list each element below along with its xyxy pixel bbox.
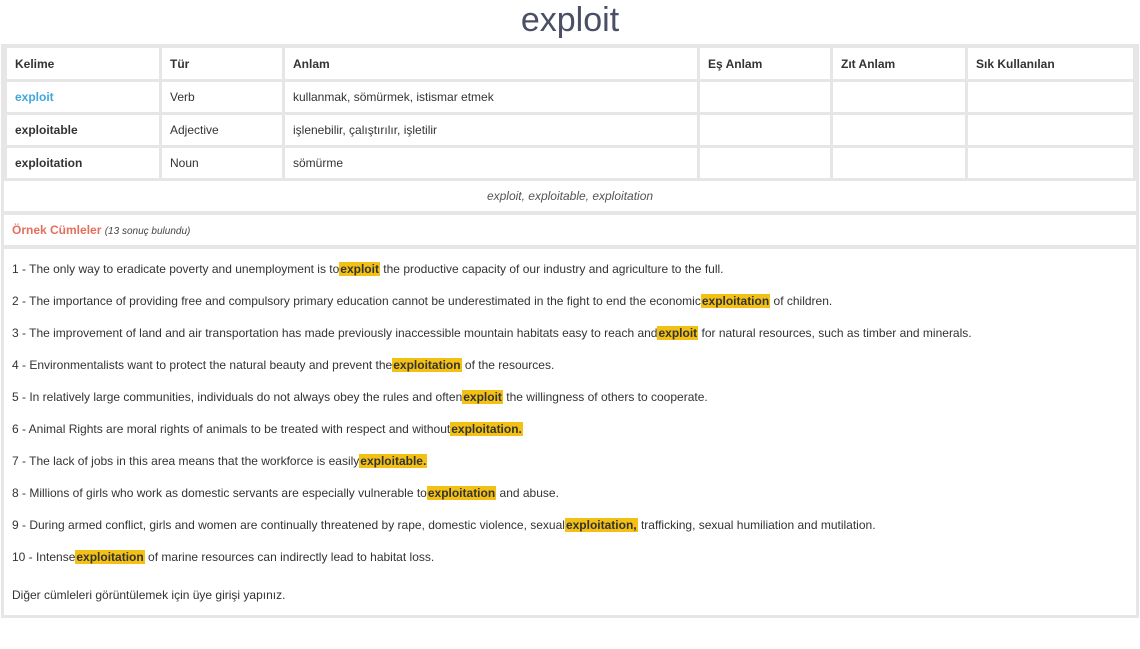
- sentence-text: the productive capacity of our industry and agriculture to the full.: [379, 262, 724, 276]
- example-sentence: [12, 289, 1128, 321]
- highlighted-word: exploitation: [393, 358, 461, 372]
- table-header-row: [7, 48, 1133, 79]
- sentence-text: 6 - Animal Rights are moral rights of animals to be treated with respect and without: [12, 422, 451, 436]
- sentence-text: for natural resources, such as timber and minerals.: [698, 326, 972, 340]
- sentence-text: 8 - Millions of girls who work as domestic servants are especially vulnerable to: [12, 486, 427, 500]
- common-cell: [968, 115, 1133, 145]
- highlighted-word: exploitation.: [451, 422, 522, 436]
- antonym-cell: [833, 148, 965, 178]
- header-kelime: Kelime: [7, 48, 159, 79]
- common-cell: [968, 148, 1133, 178]
- word-link[interactable]: exploitation: [7, 148, 159, 178]
- highlighted-word: exploit: [463, 390, 502, 404]
- highlighted-word: exploit: [658, 326, 698, 340]
- highlighted-word: exploitation: [76, 550, 144, 564]
- highlighted-word: exploitation: [427, 486, 496, 500]
- highlighted-word: exploitation,: [565, 518, 637, 532]
- dictionary-panel: [1, 44, 1139, 618]
- example-sentence: [12, 353, 1128, 385]
- results-count: (13 sonuç bulundu): [104, 226, 191, 237]
- word-link[interactable]: exploitable: [7, 115, 159, 145]
- table-row: [7, 148, 1133, 178]
- example-sentence: [12, 449, 1128, 481]
- common-cell: [968, 82, 1133, 112]
- word-link[interactable]: exploit: [7, 82, 159, 112]
- sentence-text: 7 - The lack of jobs in this area means that the workforce is easily: [12, 454, 360, 468]
- sentence-text: 4 - Environmentalists want to protect the natural beauty and prevent the: [12, 358, 393, 372]
- examples-header: [4, 215, 1136, 245]
- word-meaning: sömürme: [285, 148, 697, 178]
- sentence-text: trafficking, sexual humiliation and mutilation.: [637, 518, 876, 532]
- antonym-cell: [833, 115, 965, 145]
- example-sentence: [12, 321, 1128, 353]
- word-type: Noun: [162, 148, 282, 178]
- example-sentence: [12, 513, 1128, 545]
- sentence-text: the willingness of others to cooperate.: [502, 390, 708, 404]
- table-row: [7, 115, 1133, 145]
- sentence-text: 5 - In relatively large communities, individuals do not always obey the rules and often: [12, 390, 463, 404]
- example-sentence: [12, 481, 1128, 513]
- page-title: exploit: [520, 1, 620, 39]
- header-anlam: Anlam: [285, 48, 697, 79]
- highlighted-word: exploitable.: [360, 454, 427, 468]
- example-sentence: [12, 545, 1128, 577]
- login-note: Diğer cümleleri görüntülemek için üye girişi yapınız.: [12, 588, 286, 602]
- synonym-cell: [700, 82, 830, 112]
- word-meaning: kullanmak, sömürmek, istismar etmek: [285, 82, 697, 112]
- highlighted-word: exploitation: [701, 294, 770, 308]
- header-tur: Tür: [162, 48, 282, 79]
- examples-heading: Örnek Cümleler: [12, 223, 102, 237]
- sentence-text: and abuse.: [496, 486, 559, 500]
- sentence-text: of marine resources can indirectly lead to habitat loss.: [144, 550, 435, 564]
- word-meaning: işlenebilir, çalıştırılır, işletilir: [285, 115, 697, 145]
- table-row: [7, 82, 1133, 112]
- sentence-text: 3 - The improvement of land and air transportation has made previously inaccessible mountain habitats easy to reach and: [12, 326, 658, 340]
- sentence-text: of the resources.: [461, 358, 555, 372]
- word-forms-table: [4, 45, 1136, 181]
- header-zit-anlam: Zıt Anlam: [833, 48, 965, 79]
- example-sentence: [12, 385, 1128, 417]
- synonym-cell: [700, 148, 830, 178]
- sentence-text: 10 - Intense: [12, 550, 76, 564]
- word-type: Adjective: [162, 115, 282, 145]
- synonym-cell: [700, 115, 830, 145]
- sentence-text: of children.: [770, 294, 833, 308]
- example-sentence: [12, 257, 1128, 289]
- highlighted-word: exploit: [340, 262, 379, 276]
- word-type: Verb: [162, 82, 282, 112]
- sentence-text: 1 - The only way to eradicate poverty and unemployment is to: [12, 262, 340, 276]
- header-es-anlam: Eş Anlam: [700, 48, 830, 79]
- sentence-text: 2 - The importance of providing free and compulsory primary education cannot be underestimated in the fight to end the economic: [12, 294, 701, 308]
- example-sentence: [12, 417, 1128, 449]
- header-sik-kullanilan: Sık Kullanılan: [968, 48, 1133, 79]
- sentence-text: 9 - During armed conflict, girls and women are continually threatened by rape, domestic violence, sexual: [12, 518, 565, 532]
- word-forms-summary: exploit, exploitable, exploitation: [4, 181, 1136, 211]
- example-sentences: [4, 249, 1136, 615]
- antonym-cell: [833, 82, 965, 112]
